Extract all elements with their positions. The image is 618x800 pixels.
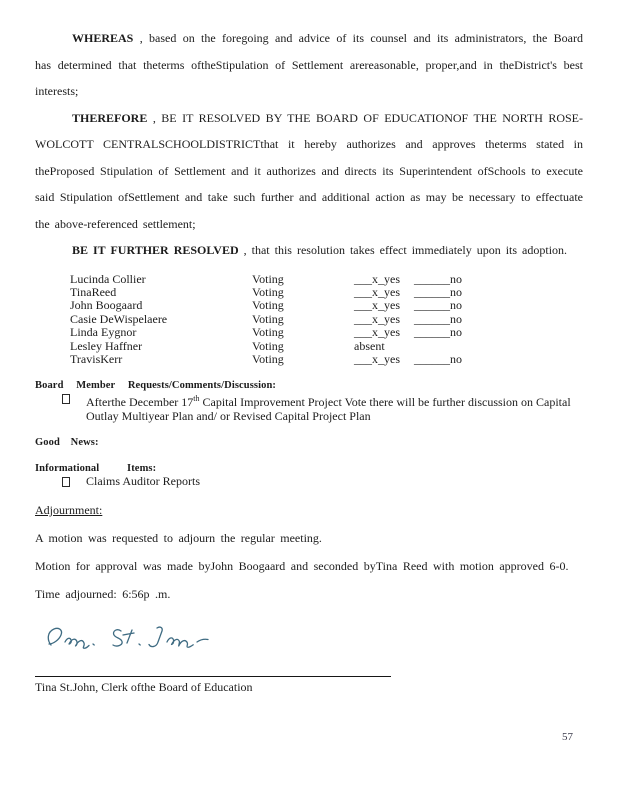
therefore-paragraph: [35, 105, 583, 238]
whereas-body: , based on the foregoing and advice of its counsel and its administrators, the Board has determined that theterms oftheStipulation of Settlement arereasonable, proper,and in theDistrict's best interests;: [35, 31, 583, 98]
list-item: [62, 475, 583, 489]
vote-yes-mark: ___x_yes: [354, 325, 400, 340]
whereas-paragraph: [35, 25, 583, 105]
time-adjourned-line: Time adjourned: 6:56p .m.: [35, 586, 171, 601]
adjournment-motion-line: A motion was requested to adjourn the regular meeting.: [35, 530, 322, 545]
vote-absent-mark: absent: [354, 338, 385, 353]
vote-no-mark: ______no: [414, 298, 462, 313]
voter-name: Lesley Haffner: [70, 338, 143, 353]
further-resolved-body: , that this resolution takes effect immediately upon its adoption.: [238, 243, 568, 257]
vote-yes-mark: ___x_yes: [354, 298, 400, 313]
table-row: [70, 286, 583, 299]
further-resolved-lead: BE IT FURTHER RESOLVED: [72, 243, 239, 257]
adjournment-heading: Adjournment:: [35, 502, 103, 517]
list-item: [62, 392, 583, 423]
signature-area: [37, 614, 583, 662]
table-row: [70, 273, 583, 286]
voter-name: TravisKerr: [70, 351, 123, 366]
voting-label: Voting: [252, 351, 284, 366]
voting-table: [70, 273, 583, 367]
signature-ink: [37, 614, 247, 662]
good-news-heading: Good News:: [35, 437, 99, 449]
whereas-lead: WHEREAS: [72, 31, 134, 45]
signature-line: [35, 676, 391, 677]
vote-yes-mark: ___x_yes: [354, 271, 400, 286]
therefore-body: , BE IT RESOLVED BY THE BOARD OF EDUCATIONOF THE NORTH ROSE-WOLCOTT CENTRALSCHOOLDISTRICTthat it hereby authorizes and approves theterms stated in theProposed Stipulation of Settlement and it authorizes and directs its Superintendent ofSchools to execute said Stipulation ofSettlement and take such further and additional action as may be necessary to effectuate the above-referenced settlement;: [35, 110, 583, 231]
voting-label: Voting: [252, 311, 284, 326]
vote-no-mark: ______no: [414, 311, 462, 326]
square-bullet-icon: [62, 394, 70, 404]
voting-label: Voting: [252, 271, 284, 286]
informational-item-text: Claims Auditor Reports: [86, 474, 200, 489]
board-item-post: Capital Improvement Project Vote there will be further discussion on Capital Outlay Multiyear Plan and/ or Revised Capital Project Plan: [86, 395, 571, 423]
voter-name: John Boogaard: [70, 298, 143, 313]
board-member-item-text: [86, 392, 583, 423]
adjournment-approval-line: Motion for approval was made byJohn Boogaard and seconded byTina Reed with motion approved 6-0.: [35, 558, 569, 573]
vote-no-mark: ______no: [414, 351, 462, 366]
table-row: [70, 340, 583, 353]
vote-no-mark: ______no: [414, 271, 462, 286]
further-resolved-paragraph: [35, 237, 583, 264]
table-row: [70, 313, 583, 326]
vote-yes-mark: ___x_yes: [354, 311, 400, 326]
board-item-pre: Afterthe December 17: [86, 395, 194, 410]
vote-no-mark: ______no: [414, 284, 462, 299]
voter-name: TinaReed: [70, 284, 117, 299]
board-member-requests-heading: Board Member Requests/Comments/Discussion:: [35, 380, 276, 392]
therefore-lead: THEREFORE: [72, 110, 148, 125]
table-row: [70, 326, 583, 339]
table-row: [70, 353, 583, 366]
vote-no-mark: ______no: [414, 325, 462, 340]
voting-label: Voting: [252, 284, 284, 299]
voting-label: Voting: [252, 325, 284, 340]
table-row: [70, 299, 583, 312]
page-number: 57: [562, 731, 573, 743]
ordinal-suffix: th: [193, 394, 200, 404]
vote-yes-mark: ___x_yes: [354, 284, 400, 299]
voting-label: Voting: [252, 298, 284, 313]
vote-yes-mark: ___x_yes: [354, 351, 400, 366]
voting-label: Voting: [252, 338, 284, 353]
voter-name: Linda Eygnor: [70, 325, 137, 340]
informational-items-heading: Informational Items:: [35, 463, 157, 475]
voter-name: Casie DeWispelaere: [70, 311, 168, 326]
clerk-name-line: Tina St.John, Clerk ofthe Board of Education: [35, 679, 253, 694]
square-bullet-icon: [62, 477, 70, 487]
voter-name: Lucinda Collier: [70, 271, 146, 286]
